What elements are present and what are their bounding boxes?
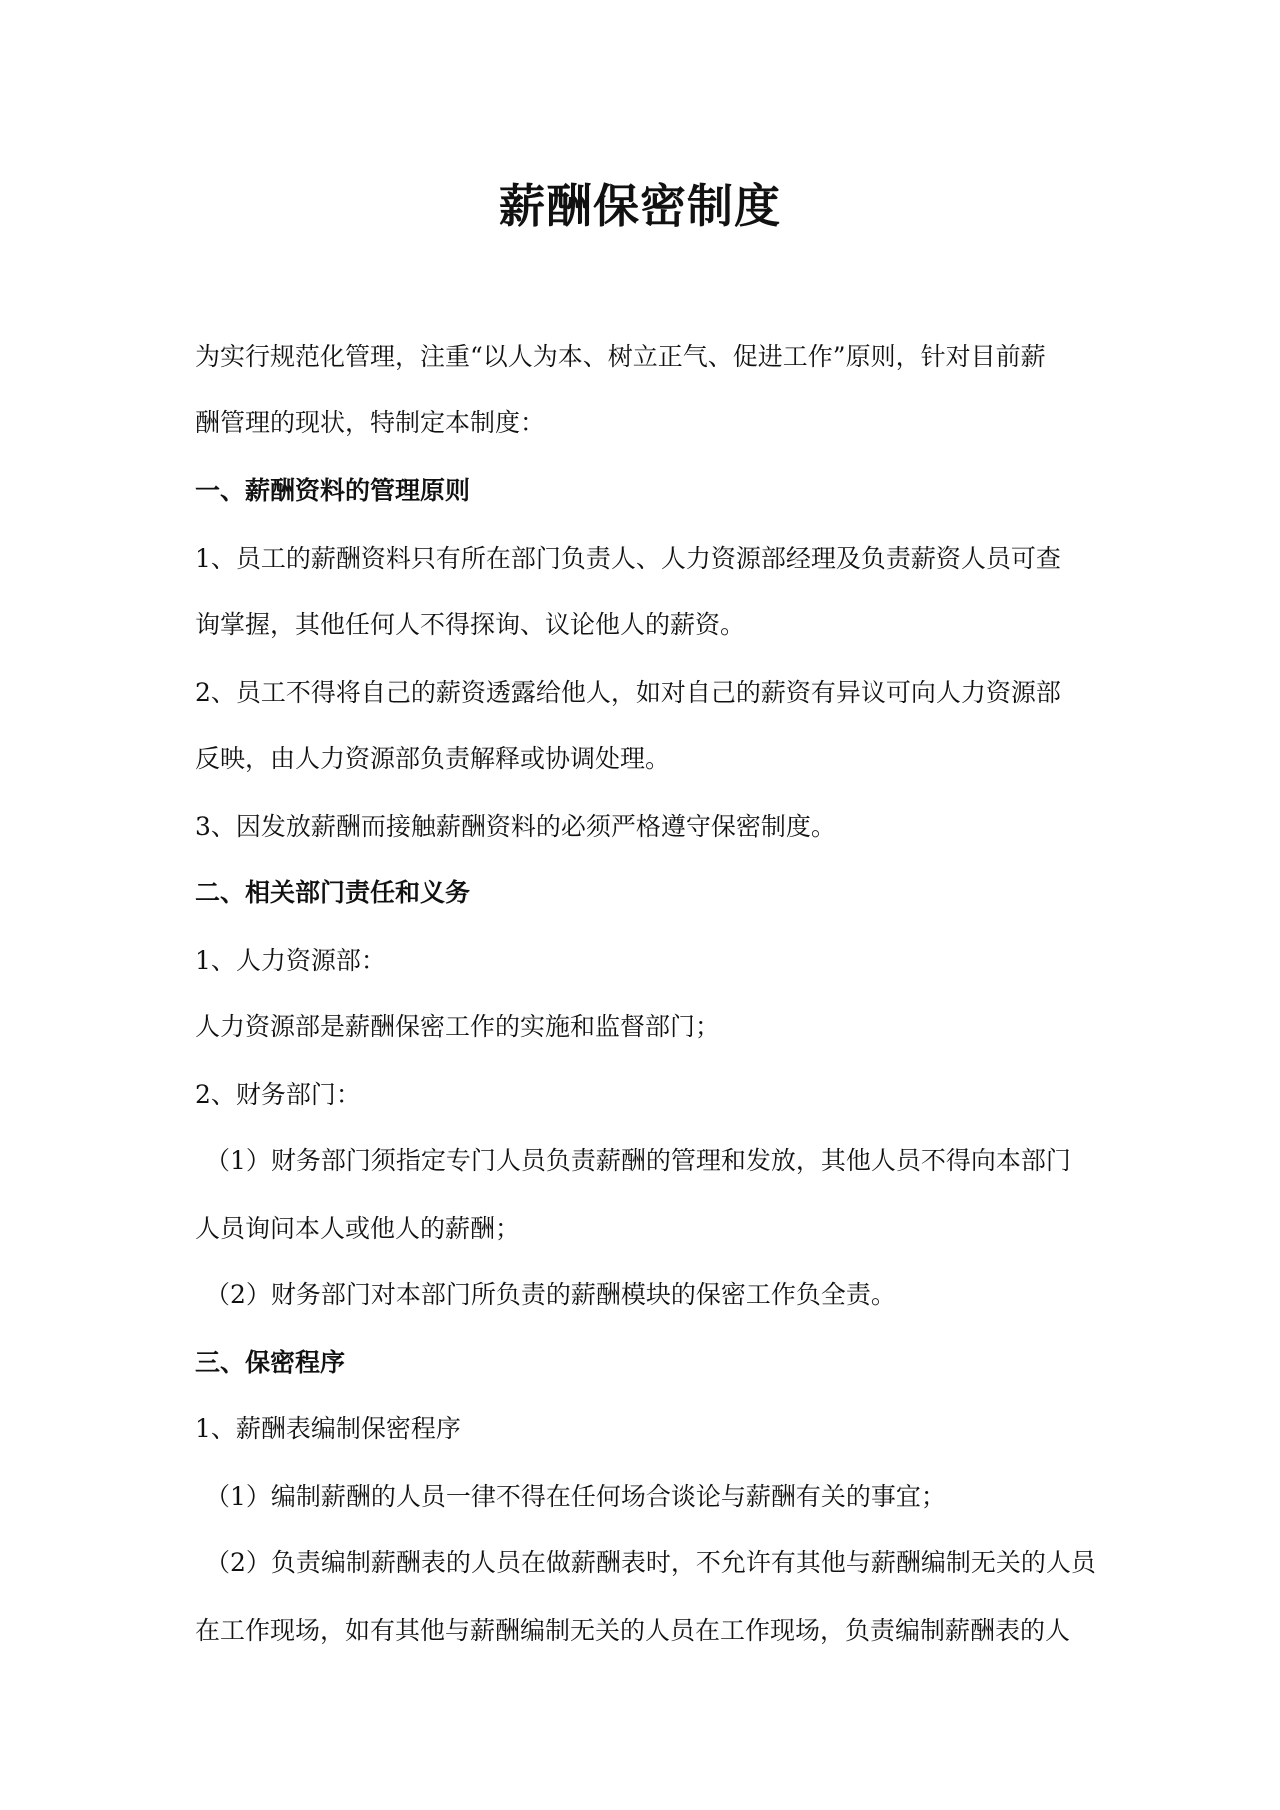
paragraph-line: 在工作现场，如有其他与薪酬编制无关的人员在工作现场，负责编制薪酬表的人 xyxy=(195,1616,1071,1645)
paragraph-line: 反映，由人力资源部负责解释或协调处理。 xyxy=(195,744,671,773)
paragraph-line: 2、财务部门： xyxy=(195,1080,361,1109)
paragraph-line: 1、薪酬表编制保密程序 xyxy=(195,1414,461,1443)
paragraph-line: （1）编制薪酬的人员一律不得在任何场合谈论与薪酬有关的事宜； xyxy=(205,1482,946,1511)
paragraph-line: （1）财务部门须指定专门人员负责薪酬的管理和发放，其他人员不得向本部门 xyxy=(205,1146,1071,1175)
document-title: 薪酬保密制度 xyxy=(499,179,781,233)
section-heading: 一、薪酬资料的管理原则 xyxy=(195,476,471,505)
paragraph-line: 2、员工不得将自己的薪资透露给他人，如对自己的薪资有异议可向人力资源部 xyxy=(195,678,1061,707)
paragraph-line: 1、员工的薪酬资料只有所在部门负责人、人力资源部经理及负责薪资人员可查 xyxy=(195,544,1061,573)
paragraph-line: （2）负责编制薪酬表的人员在做薪酬表时，不允许有其他与薪酬编制无关的人员 xyxy=(205,1548,1096,1577)
paragraph-line: 酬管理的现状，特制定本制度： xyxy=(195,408,546,437)
paragraph-line: 人员询问本人或他人的薪酬； xyxy=(195,1214,521,1243)
section-heading: 二、相关部门责任和义务 xyxy=(195,878,471,907)
paragraph-line: 3、因发放薪酬而接触薪酬资料的必须严格遵守保密制度。 xyxy=(195,812,836,841)
paragraph-line: （2）财务部门对本部门所负责的薪酬模块的保密工作负全责。 xyxy=(205,1280,896,1309)
paragraph-line: 询掌握，其他任何人不得探询、议论他人的薪资。 xyxy=(195,610,746,639)
paragraph-line: 1、人力资源部： xyxy=(195,946,386,975)
section-heading: 三、保密程序 xyxy=(195,1348,346,1377)
paragraph-line: 为实行规范化管理，注重“以人为本、树立正气、促进工作”原则，针对目前薪 xyxy=(195,342,1046,371)
paragraph-line: 人力资源部是薪酬保密工作的实施和监督部门； xyxy=(195,1012,721,1041)
